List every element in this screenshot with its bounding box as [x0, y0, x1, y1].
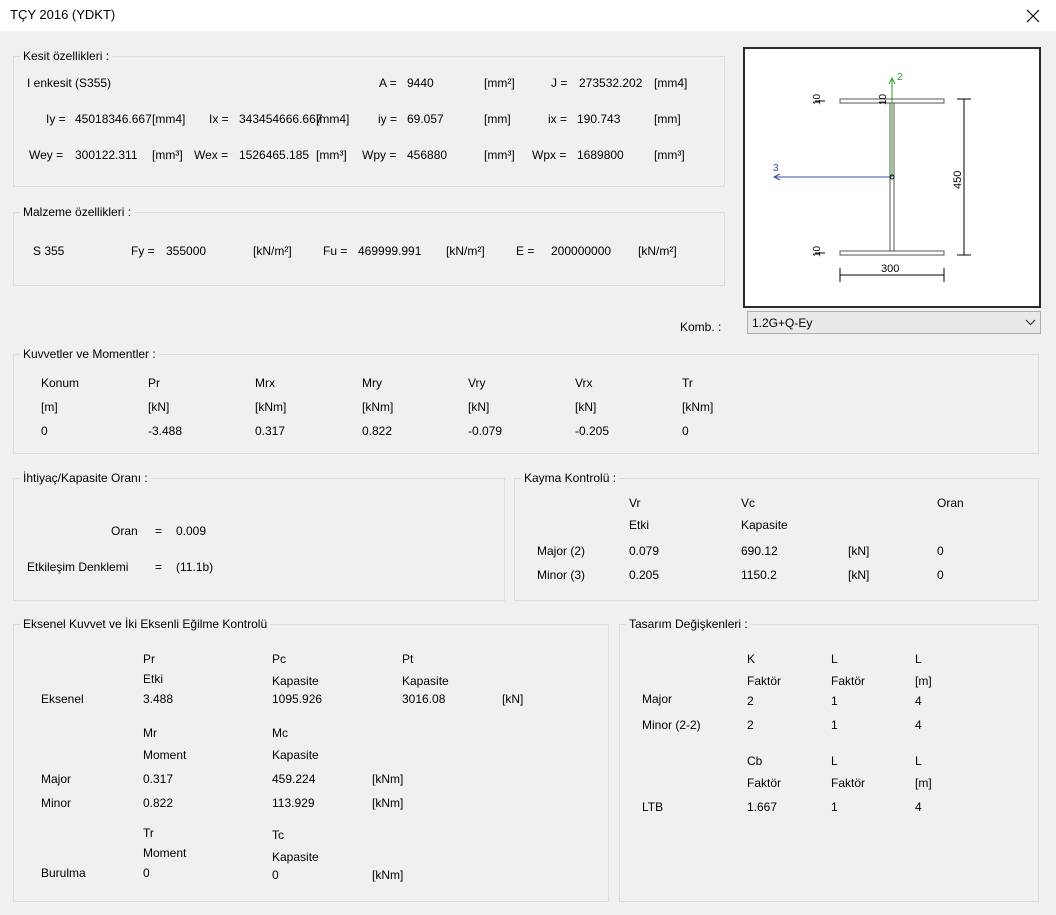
wpx-label: Wpx = — [532, 148, 567, 162]
shear-sub-vc: Kapasite — [741, 518, 788, 532]
title-bar — [0, 0, 1056, 31]
forces-header-vrx: Vrx — [575, 376, 593, 390]
design-header-l3: L — [831, 754, 838, 768]
e-value: 200000000 — [551, 244, 612, 258]
area-value: 9440 — [407, 76, 434, 90]
forces-header-position: Konum — [41, 376, 80, 390]
shear-major-vc: 690.12 — [741, 544, 778, 558]
shear-minor-ratio: 0 — [937, 568, 944, 582]
section-preview — [743, 47, 1041, 308]
design-sub-l4: [m] — [915, 776, 932, 790]
wpy-label: Wpy = — [362, 148, 397, 162]
design-major-label: Major — [642, 692, 673, 706]
wpx-unit: [mm³] — [654, 148, 685, 162]
wpy-unit: [mm³] — [484, 148, 515, 162]
bottom-flange-thickness: 10 — [812, 245, 823, 257]
torsion-header-tc: Tc — [272, 828, 284, 842]
design-header-k: K — [747, 652, 756, 666]
forces-unit-vrx: [kN] — [575, 400, 597, 414]
height-dim-label: 450 — [952, 170, 964, 189]
wex-unit: [mm³] — [316, 148, 347, 162]
shear-major-vr: 0.079 — [629, 544, 660, 558]
material-properties-title: Malzeme özellikleri : — [20, 205, 134, 219]
equation-value: (11.1b) — [176, 560, 214, 574]
design-variables-title: Tasarım Değişkenleri : — [626, 617, 751, 631]
ratio-value: 0.009 — [176, 524, 207, 538]
e-unit: [kN/m²] — [638, 244, 677, 258]
bending-major-label: Major — [41, 772, 72, 786]
rx-value: 190.743 — [577, 112, 621, 126]
shear-header-ratio: Oran — [937, 496, 964, 510]
e-label: E = — [516, 244, 535, 258]
shear-sub-vr: Etki — [629, 518, 650, 532]
ry-unit: [mm] — [484, 112, 511, 126]
design-header-l2: L — [915, 652, 922, 666]
shear-major-ratio: 0 — [937, 544, 944, 558]
shear-minor-vr: 0.205 — [629, 568, 660, 582]
torsion-sub-tc: Kapasite — [272, 850, 319, 864]
forces-unit-tr: [kNm] — [682, 400, 714, 414]
bending-minor-mr: 0.822 — [143, 796, 174, 810]
bending-header-mr: Mr — [143, 726, 157, 740]
design-sub-l1: Faktör — [831, 674, 866, 688]
design-major-lf: 1 — [831, 694, 838, 708]
torsion-unit: [mm4] — [654, 76, 688, 90]
axial-header-pt: Pt — [402, 652, 414, 666]
forces-header-vry: Vry — [468, 376, 486, 390]
forces-unit-mry: [kNm] — [362, 400, 394, 414]
bending-minor-label: Minor — [41, 796, 72, 810]
shear-header-vc: Vc — [741, 496, 756, 510]
ix-unit: [mm4] — [316, 112, 350, 126]
fy-value: 355000 — [166, 244, 207, 258]
section-name: I enkesit (S355) — [27, 76, 112, 90]
design-sub-l3: Faktör — [831, 776, 866, 790]
ix-value: 343454666.667 — [239, 112, 323, 126]
torsion-value: 273532.202 — [579, 76, 643, 90]
bending-sub-mc: Kapasite — [272, 748, 319, 762]
wpx-value: 1689800 — [577, 148, 624, 162]
forces-value-mrx: 0.317 — [255, 424, 286, 438]
shear-minor-vc: 1150.2 — [741, 568, 777, 582]
iy-value: 45018346.667 — [75, 112, 152, 126]
forces-header-pr: Pr — [148, 376, 160, 390]
axial-sub-pr: Etki — [143, 672, 164, 686]
iy-unit: [mm4] — [152, 112, 186, 126]
axial-sub-pc: Kapasite — [272, 674, 319, 688]
combination-value: 1.2G+Q-Ey — [752, 316, 813, 330]
bending-major-unit: [kNm] — [372, 772, 404, 786]
forces-value-mry: 0.822 — [362, 424, 393, 438]
design-ltb-label: LTB — [642, 800, 664, 814]
axial-eksenel-pc: 1095.926 — [272, 692, 323, 706]
forces-value-vrx: -0.205 — [575, 424, 610, 438]
iy-label: Iy = — [46, 112, 66, 126]
design-minor-label: Minor (2-2) — [642, 718, 701, 732]
design-header-l1: L — [831, 652, 838, 666]
axial-sub-pt: Kapasite — [402, 674, 449, 688]
shear-title: Kayma Kontrolü : — [521, 471, 619, 485]
area-unit: [mm²] — [484, 76, 515, 90]
wey-unit: [mm³] — [152, 148, 183, 162]
forces-title: Kuvvetler ve Momentler : — [20, 347, 159, 361]
forces-header-mry: Mry — [362, 376, 382, 390]
ratio-equals: = — [155, 524, 163, 538]
axial-eksenel-label: Eksenel — [41, 692, 84, 706]
ratio-title: İhtiyaç/Kapasite Oranı : — [20, 471, 151, 485]
ry-label: iy = — [378, 112, 398, 126]
wex-label: Wex = — [194, 148, 229, 162]
wex-value: 1526465.185 — [239, 148, 310, 162]
axial-eksenel-pr: 3.488 — [143, 692, 174, 706]
bending-minor-unit: [kNm] — [372, 796, 404, 810]
bending-major-mr: 0.317 — [143, 772, 174, 786]
torsion-row-unit: [kNm] — [372, 868, 404, 882]
shear-minor-label: Minor (3) — [537, 568, 586, 582]
area-label: A = — [379, 76, 397, 90]
fy-unit: [kN/m²] — [253, 244, 292, 258]
axial-header-pr: Pr — [143, 652, 155, 666]
design-ltb-lf: 1 — [831, 800, 838, 814]
rx-unit: [mm] — [654, 112, 681, 126]
bending-header-mc: Mc — [272, 726, 288, 740]
design-header-l4: L — [915, 754, 922, 768]
shear-header-vr: Vr — [629, 496, 641, 510]
design-ltb-l: 4 — [915, 800, 922, 814]
ratio-group — [13, 471, 505, 601]
design-header-cb: Cb — [747, 754, 763, 768]
torsion-row-label: Burulma — [41, 866, 86, 880]
window-title: TÇY 2016 (YDKT) — [10, 7, 116, 22]
close-icon — [1026, 9, 1040, 23]
axial-eksenel-pt: 3016.08 — [402, 692, 446, 706]
close-button[interactable] — [1010, 0, 1056, 31]
section-properties-title: Kesit özellikleri : — [20, 49, 112, 63]
forces-unit-position: [m] — [41, 400, 58, 414]
forces-value-vry: -0.079 — [468, 424, 503, 438]
combination-select[interactable] — [747, 311, 1041, 334]
torsion-header-tr: Tr — [143, 826, 154, 840]
design-minor-l: 4 — [915, 718, 922, 732]
axial-eksenel-unit: [kN] — [502, 692, 524, 706]
design-sub-cb: Faktör — [747, 776, 782, 790]
forces-header-mrx: Mrx — [255, 376, 275, 390]
bottom-flange — [840, 251, 944, 255]
equation-equals: = — [155, 560, 163, 574]
top-flange-thickness: 10 — [812, 93, 823, 105]
fu-value: 469999.991 — [358, 244, 422, 258]
chevron-down-icon — [1025, 317, 1036, 328]
torsion-label: J = — [551, 76, 568, 90]
axial-bending-title: Eksenel Kuvvet ve İki Eksenli Eğilme Kontrolü — [20, 617, 270, 631]
wpy-value: 456880 — [407, 148, 448, 162]
fy-label: Fy = — [131, 244, 155, 258]
axis-3-label: 3 — [773, 163, 779, 174]
bending-sub-mr: Moment — [143, 748, 187, 762]
torsion-row-tr: 0 — [143, 866, 150, 880]
wey-label: Wey = — [29, 148, 64, 162]
width-dim-label: 300 — [881, 263, 900, 275]
material-grade: S 355 — [33, 244, 65, 258]
torsion-sub-tr: Moment — [143, 846, 187, 860]
rx-label: ix = — [548, 112, 568, 126]
shear-major-unit: [kN] — [848, 544, 870, 558]
fu-label: Fu = — [323, 244, 348, 258]
i-section-drawing — [745, 49, 1039, 306]
equation-label: Etkileşim Denklemi — [27, 560, 129, 574]
combo-label: Komb. : — [680, 320, 722, 334]
forces-value-pr: -3.488 — [148, 424, 183, 438]
torsion-row-tc: 0 — [272, 868, 279, 882]
axis-2-label: 2 — [897, 72, 903, 83]
ratio-label: Oran — [111, 524, 138, 538]
forces-unit-pr: [kN] — [148, 400, 170, 414]
forces-unit-mrx: [kNm] — [255, 400, 287, 414]
design-ltb-cb: 1.667 — [747, 800, 778, 814]
axial-header-pc: Pc — [272, 652, 287, 666]
shear-major-label: Major (2) — [537, 544, 586, 558]
ry-value: 69.057 — [407, 112, 444, 126]
forces-unit-vry: [kN] — [468, 400, 490, 414]
fu-unit: [kN/m²] — [446, 244, 485, 258]
forces-value-position: 0 — [41, 424, 48, 438]
wey-value: 300122.311 — [75, 148, 138, 162]
shear-minor-unit: [kN] — [848, 568, 870, 582]
forces-header-tr: Tr — [682, 376, 693, 390]
forces-value-tr: 0 — [682, 424, 689, 438]
bending-major-mc: 459.224 — [272, 772, 316, 786]
design-variables-group — [619, 617, 1039, 902]
design-sub-k: Faktör — [747, 674, 782, 688]
design-minor-lf: 1 — [831, 718, 838, 732]
design-major-k: 2 — [747, 694, 754, 708]
bending-minor-mc: 113.929 — [272, 796, 315, 810]
ix-label: Ix = — [209, 112, 229, 126]
design-major-l: 4 — [915, 694, 922, 708]
design-minor-k: 2 — [747, 718, 754, 732]
web-thickness: 10 — [878, 93, 889, 105]
design-sub-l2: [m] — [915, 674, 932, 688]
